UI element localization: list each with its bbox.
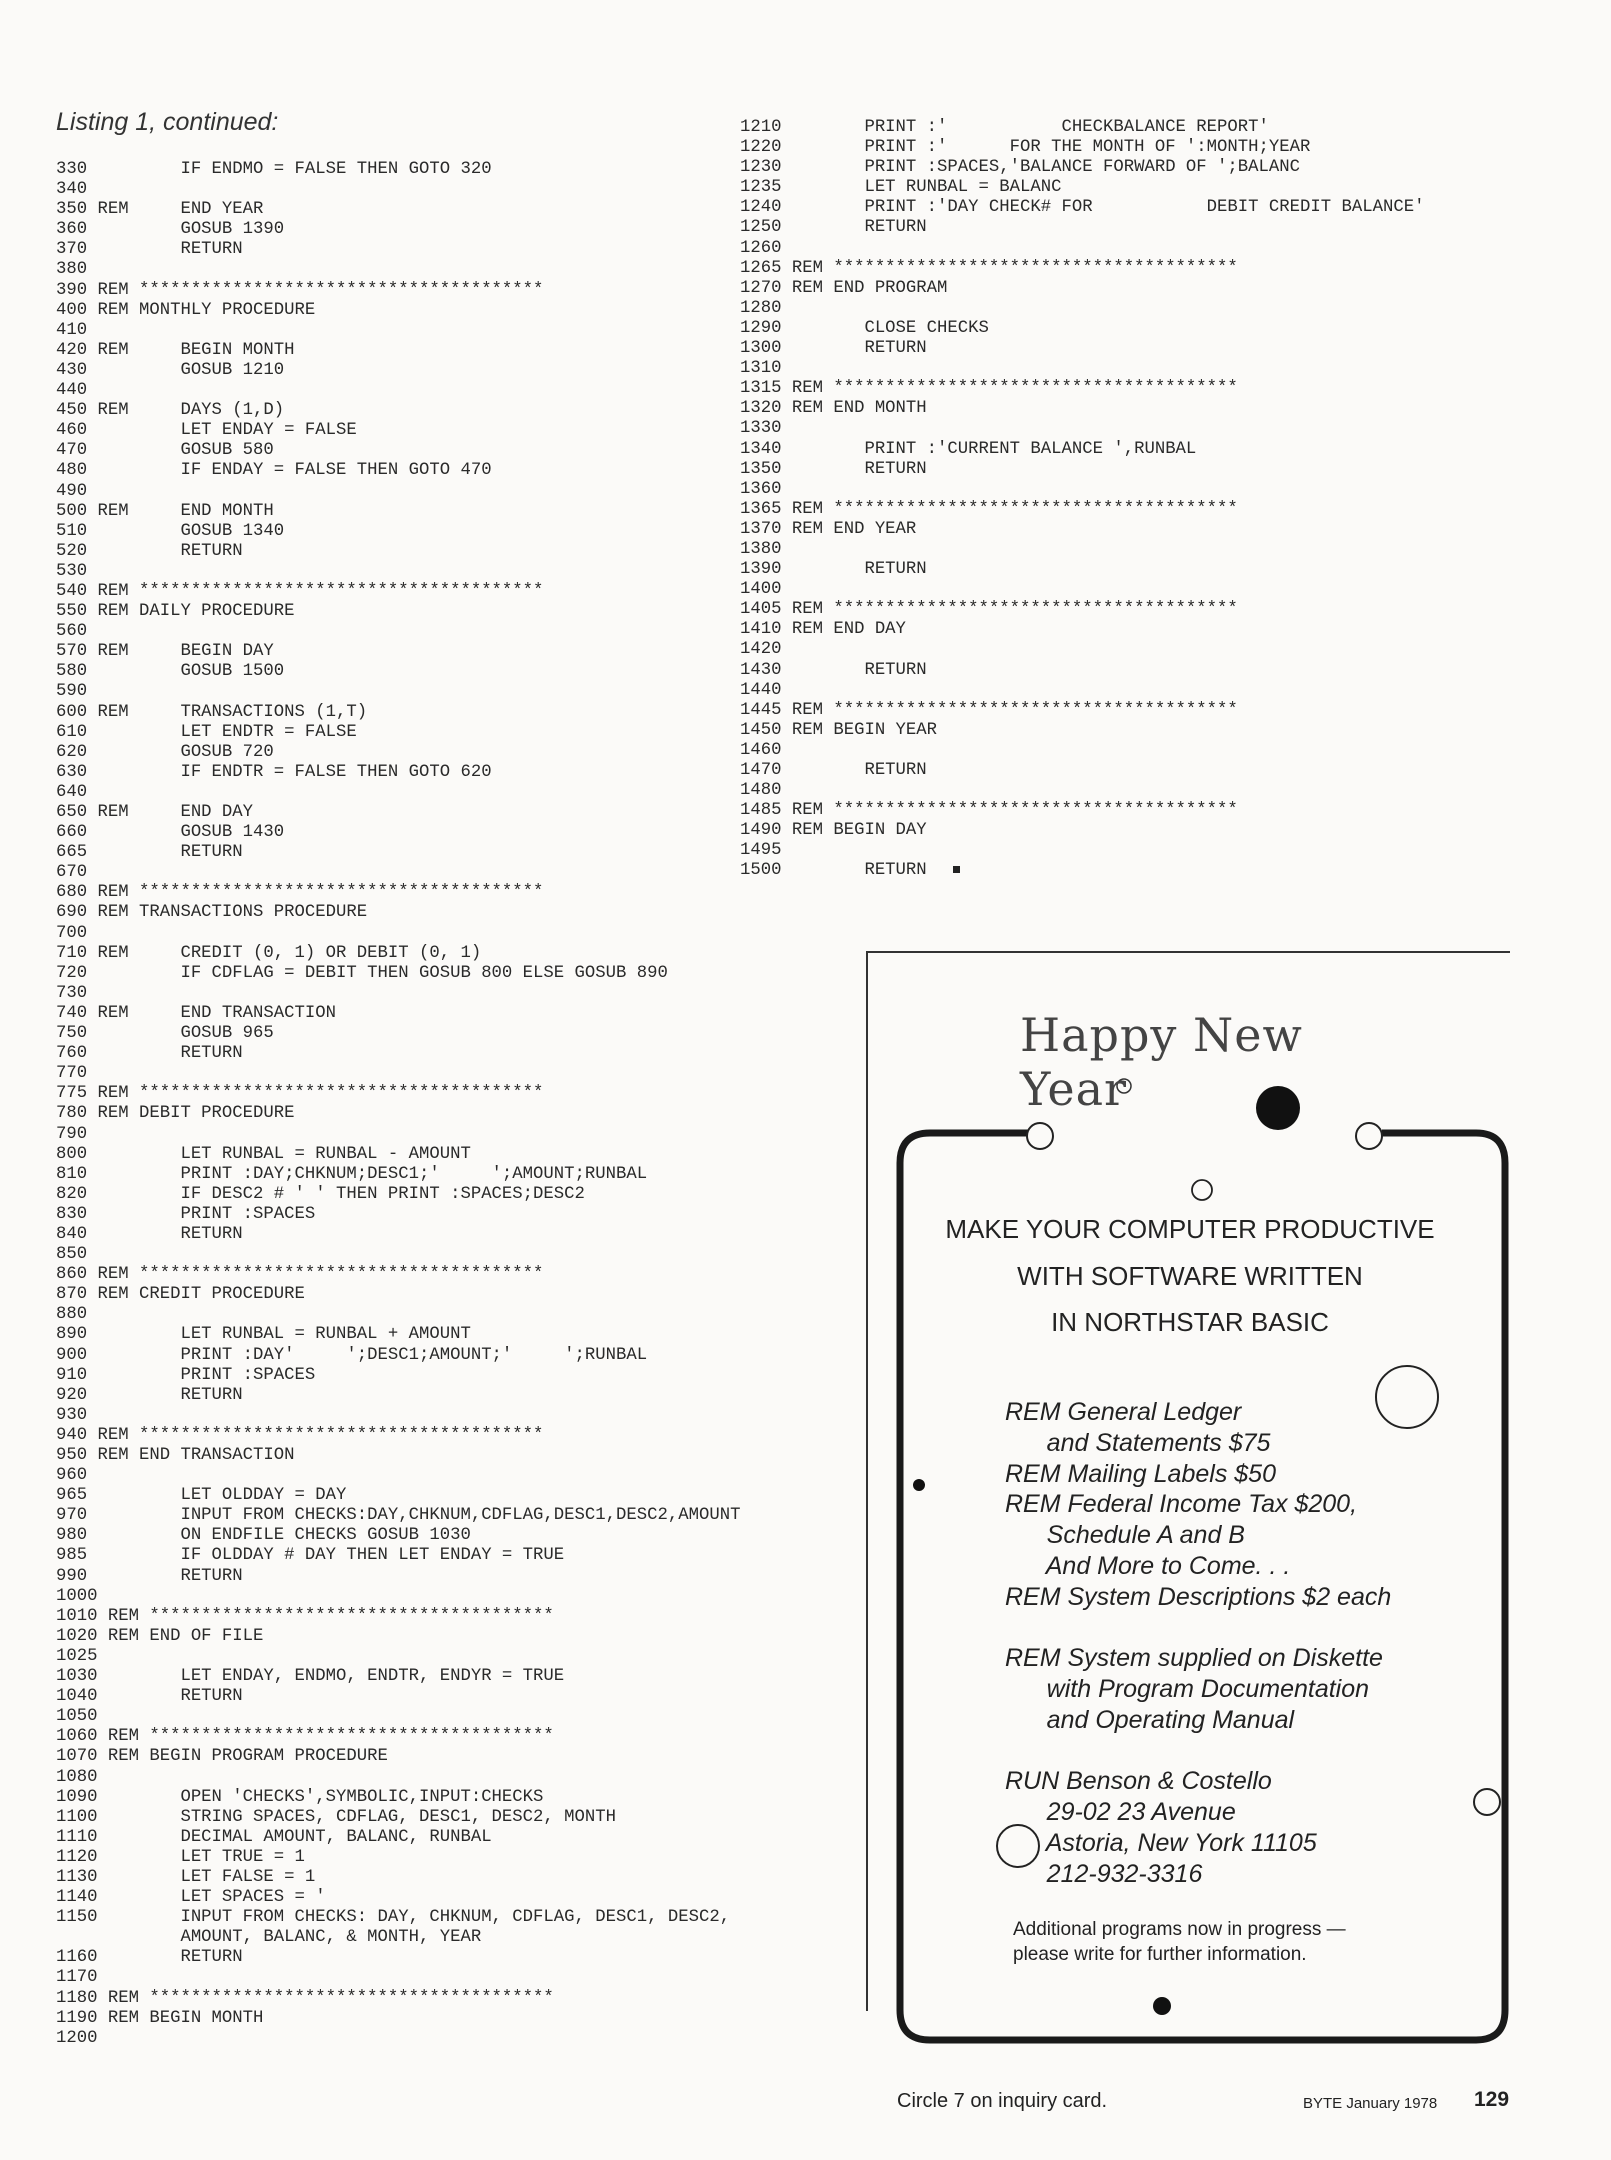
code-line-text: 1440: [740, 680, 782, 700]
code-line-text: 1240 PRINT :'DAY CHECK# FOR DEBIT CREDIT BALANCE': [740, 198, 1425, 218]
ad-item: Astoria, New York 11105: [1005, 1829, 1317, 1857]
magazine-issue: BYTE January 1978: [1303, 2095, 1438, 2112]
code-line-text: 680 REM ***************************************: [56, 883, 544, 903]
code-line-text: 370 RETURN: [56, 240, 243, 260]
code-line-text: 560: [56, 622, 88, 642]
code-line-text: 1030 LET ENDAY, ENDMO, ENDTR, ENDYR = TRUE: [56, 1667, 565, 1687]
code-line-text: 660 GOSUB 1430: [56, 823, 285, 843]
code-line-text: 900 PRINT :DAY' ';DESC1;AMOUNT;' ';RUNBAL: [56, 1345, 648, 1365]
dot-left: [913, 1479, 925, 1491]
code-line-text: 460 LET ENDAY = FALSE: [56, 421, 357, 441]
ad-item: and Operating Manual: [1005, 1706, 1295, 1734]
code-line-text: 1290 CLOSE CHECKS: [740, 318, 989, 338]
code-line-text: 360 GOSUB 1390: [56, 220, 285, 240]
ad-item: REM System Descriptions $2 each: [1005, 1583, 1392, 1611]
code-line-text: 1480: [740, 781, 782, 801]
code-line-text: 1210 PRINT :' CHECKBALANCE REPORT': [740, 118, 1269, 137]
code-line-text: 1265 REM ***************************************: [740, 258, 1238, 278]
code-line-text: 1025: [56, 1646, 98, 1666]
code-line-text: 910 PRINT :SPACES: [56, 1365, 316, 1385]
code-line-text: 840 RETURN: [56, 1224, 243, 1244]
code-line-text: 1200: [56, 2028, 98, 2048]
hole-middle: [1192, 1180, 1212, 1200]
code-line-text: 440: [56, 381, 88, 401]
code-line-text: 1485 REM ***************************************: [740, 801, 1238, 821]
hole-edge-right: [1474, 1789, 1500, 1815]
code-line-text: 1405 REM ***************************************: [740, 600, 1238, 620]
code-line-text: 985 IF OLDDAY # DAY THEN LET ENDAY = TRUE: [56, 1546, 565, 1566]
code-line-text: 1120 LET TRUE = 1: [56, 1847, 305, 1867]
code-line-text: 1445 REM ***************************************: [740, 700, 1238, 720]
code-line-text: 540 REM ***************************************: [56, 581, 544, 601]
listing-heading: Listing 1, continued:: [56, 108, 279, 136]
code-line-text: 720 IF CDFLAG = DEBIT THEN GOSUB 800 ELSE GOSUB 890: [56, 963, 668, 983]
code-line-text: 775 REM ***************************************: [56, 1084, 544, 1104]
code-line-text: 960: [56, 1466, 88, 1486]
page-number: 129: [1474, 2088, 1510, 2111]
code-line-text: 740 REM END TRANSACTION: [56, 1003, 337, 1023]
code-line-text: 1370 REM END YEAR: [740, 519, 917, 539]
code-line-text: 770: [56, 1064, 88, 1084]
code-line-text: 1270 REM END PROGRAM: [740, 278, 948, 298]
code-line-text: 1495: [740, 841, 782, 861]
code-line-text: 1330: [740, 419, 782, 439]
code-line-text: 620 GOSUB 720: [56, 742, 274, 762]
ad-note-2: please write for further information.: [1013, 1944, 1307, 1965]
code-line-text: 1235 LET RUNBAL = BALANC: [740, 178, 1062, 198]
code-line-text: 830 PRINT :SPACES: [56, 1204, 316, 1224]
code-line-text: 850: [56, 1245, 88, 1265]
code-line-text: 710 REM CREDIT (0, 1) OR DEBIT (0, 1): [56, 943, 482, 963]
code-line-text: 1080: [56, 1767, 98, 1787]
code-line-text: 1160 RETURN: [56, 1948, 243, 1968]
hole-large-right: [1376, 1366, 1438, 1428]
code-line-text: 1110 DECIMAL AMOUNT, BALANC, RUNBAL: [56, 1827, 492, 1847]
code-line-text: 1050: [56, 1707, 98, 1727]
code-line-text: 570 REM BEGIN DAY: [56, 642, 274, 662]
code-line-text: 420 REM BEGIN MONTH: [56, 340, 295, 360]
code-line-text: 500 REM END MONTH: [56, 501, 274, 521]
code-line-text: 1100 STRING SPACES, CDFLAG, DESC1, DESC2, MONTH: [56, 1807, 617, 1827]
code-line-text: 990 RETURN: [56, 1566, 243, 1586]
code-line-text: 690 REM TRANSACTIONS PROCEDURE: [56, 903, 368, 923]
code-line-text: 700: [56, 923, 88, 943]
code-line-text: 860 REM ***************************************: [56, 1265, 544, 1285]
code-line-text: 750 GOSUB 965: [56, 1024, 274, 1044]
ad-item: REM General Ledger: [1005, 1398, 1242, 1426]
code-line-text: 800 LET RUNBAL = RUNBAL - AMOUNT: [56, 1144, 471, 1164]
ad-item: with Program Documentation: [1005, 1675, 1370, 1703]
code-line-text: 1280: [740, 298, 782, 318]
code-line-text: 940 REM ***************************************: [56, 1425, 544, 1445]
code-line-text: 1020 REM END OF FILE: [56, 1626, 264, 1646]
code-line-text: 1230 PRINT :SPACES,'BALANCE FORWARD OF ';BALANC: [740, 158, 1301, 178]
code-line-text: 1430 RETURN: [740, 660, 927, 680]
code-line-text: 820 IF DESC2 # ' ' THEN PRINT :SPACES;DESC2: [56, 1184, 585, 1204]
code-line-text: 1470 RETURN: [740, 761, 927, 780]
ad-item: 29-02 23 Avenue: [1005, 1798, 1236, 1826]
code-line-text: 890 LET RUNBAL = RUNBAL + AMOUNT: [56, 1325, 471, 1345]
ad-title: Happy New Year: [1020, 1008, 1303, 1116]
ad-headline-1: MAKE YOUR COMPUTER PRODUCTIVE: [945, 1214, 1435, 1244]
code-line-text: 1390 RETURN: [740, 560, 927, 580]
code-line-text: 510 GOSUB 1340: [56, 521, 285, 541]
hole-left: [1027, 1123, 1053, 1149]
ad-headline-2: WITH SOFTWARE WRITTEN: [1017, 1261, 1363, 1291]
code-line-text: 1410 REM END DAY: [740, 620, 906, 640]
code-line-text: 1460: [740, 740, 782, 760]
code-line-text: 965 LET OLDDAY = DAY: [56, 1486, 347, 1506]
code-line-text: 930: [56, 1405, 88, 1425]
code-line-text: 1350 RETURN: [740, 459, 927, 479]
code-line-text: 1365 REM ***************************************: [740, 499, 1238, 519]
inquiry-note: Circle 7 on inquiry card.: [897, 2090, 1108, 2112]
code-line-text: 1000: [56, 1586, 98, 1606]
code-line-text: 1490 REM BEGIN DAY: [740, 821, 927, 841]
code-line-text: 760 RETURN: [56, 1044, 243, 1064]
code-line-text: 400 REM MONTHLY PROCEDURE: [56, 300, 316, 320]
code-line-text: 1140 LET SPACES = ': [56, 1888, 326, 1908]
code-line-text: 980 ON ENDFILE CHECKS GOSUB 1030: [56, 1526, 471, 1546]
code-line-text: 1060 REM ***************************************: [56, 1727, 554, 1747]
code-line-text: 1310: [740, 359, 782, 379]
code-line-text: 640: [56, 782, 88, 802]
code-line-text: 1170: [56, 1968, 98, 1988]
code-line-text: 430 GOSUB 1210: [56, 360, 285, 380]
code-line-text: 665 RETURN: [56, 843, 243, 863]
code-line-text: 970 INPUT FROM CHECKS:DAY,CHKNUM,CDFLAG,DESC1,DESC2,AMOUNT: [56, 1506, 741, 1526]
code-line-text: 1250 RETURN: [740, 218, 927, 238]
code-line-text: 1010 REM ***************************************: [56, 1606, 554, 1626]
code-line-text: 1090 OPEN 'CHECKS',SYMBOLIC,INPUT:CHECKS: [56, 1787, 544, 1807]
code-line-text: AMOUNT, BALANC, & MONTH, YEAR: [56, 1928, 482, 1948]
code-line-text: 1040 RETURN: [56, 1687, 243, 1707]
code-line-text: 520 RETURN: [56, 541, 243, 561]
code-line-text: 1190 REM BEGIN MONTH: [56, 2008, 264, 2028]
code-line-text: 380: [56, 260, 88, 280]
code-line-text: 330 IF ENDMO = FALSE THEN GOTO 320: [56, 160, 492, 179]
hole-right: [1356, 1123, 1382, 1149]
code-line-text: 950 REM END TRANSACTION: [56, 1446, 295, 1465]
code-line-text: 470 GOSUB 580: [56, 441, 274, 461]
code-line-text: 1450 REM BEGIN YEAR: [740, 720, 938, 740]
code-line-text: 1500 RETURN: [740, 861, 927, 881]
dot-bottom: [1153, 1997, 1171, 2015]
code-line-text: 1220 PRINT :' FOR THE MONTH OF ':MONTH;YEAR: [740, 138, 1311, 158]
code-line-text: 1300 RETURN: [740, 339, 927, 359]
code-line-text: 390 REM ***************************************: [56, 280, 544, 300]
ad-item: Schedule A and B: [1005, 1521, 1245, 1549]
code-line-text: 1380: [740, 539, 782, 559]
code-line-text: 780 REM DEBIT PROCEDURE: [56, 1104, 295, 1124]
code-line-text: 350 REM END YEAR: [56, 200, 264, 220]
ad-item: 212-932-3316: [1005, 1860, 1203, 1888]
code-line-text: 1320 REM END MONTH: [740, 399, 927, 419]
code-line-text: 880: [56, 1305, 88, 1325]
code-line-text: 630 IF ENDTR = FALSE THEN GOTO 620: [56, 762, 492, 782]
code-line-text: 450 REM DAYS (1,D): [56, 401, 285, 421]
code-line-text: 1315 REM ***************************************: [740, 379, 1238, 399]
ad-item: and Statements $75: [1005, 1429, 1271, 1457]
code-line-text: 580 GOSUB 1500: [56, 662, 285, 682]
code-line-text: 590: [56, 682, 88, 702]
ad-headline-3: IN NORTHSTAR BASIC: [1051, 1307, 1329, 1337]
code-line-text: 1420: [740, 640, 782, 660]
ad-item: RUN Benson & Costello: [1005, 1767, 1272, 1795]
code-line-text: 1400: [740, 580, 782, 600]
ad-note-1: Additional programs now in progress —: [1013, 1919, 1346, 1940]
ad-item: And More to Come. . .: [1005, 1552, 1291, 1580]
code-line-text: 670: [56, 863, 88, 883]
code-line-text: 410: [56, 320, 88, 340]
code-line-text: 490: [56, 481, 88, 501]
ad-item: REM Mailing Labels $50: [1005, 1460, 1276, 1488]
code-line-text: 920 RETURN: [56, 1385, 243, 1405]
code-line-text: 530: [56, 561, 88, 581]
code-line-text: 1130 LET FALSE = 1: [56, 1867, 316, 1887]
code-line-text: 600 REM TRANSACTIONS (1,T): [56, 702, 368, 722]
ad-item: REM Federal Income Tax $200,: [1005, 1490, 1358, 1518]
code-line-text: 790: [56, 1124, 88, 1144]
code-line-text: 480 IF ENDAY = FALSE THEN GOTO 470: [56, 461, 492, 481]
code-line-text: 650 REM END DAY: [56, 803, 254, 822]
code-line-text: 610 LET ENDTR = FALSE: [56, 722, 357, 742]
code-line-text: 1070 REM BEGIN PROGRAM PROCEDURE: [56, 1747, 388, 1767]
code-line-text: 870 REM CREDIT PROCEDURE: [56, 1285, 305, 1305]
code-line-text: 340: [56, 180, 88, 200]
code-line-text: 1260: [740, 238, 782, 258]
code-line-text: 810 PRINT :DAY;CHKNUM;DESC1;' ';AMOUNT;RUNBAL: [56, 1164, 648, 1184]
code-line-text: 730: [56, 983, 88, 1003]
code-line-text: 1150 INPUT FROM CHECKS: DAY, CHKNUM, CDFLAG, DESC1, DESC2,: [56, 1908, 731, 1928]
code-line-text: 1340 PRINT :'CURRENT BALANCE ',RUNBAL: [740, 439, 1197, 459]
code-line-text: 1360: [740, 479, 782, 499]
code-line-text: 550 REM DAILY PROCEDURE: [56, 602, 295, 622]
ad-item: REM System supplied on Diskette: [1005, 1644, 1383, 1672]
code-line-text: 1180 REM ***************************************: [56, 1988, 554, 2008]
